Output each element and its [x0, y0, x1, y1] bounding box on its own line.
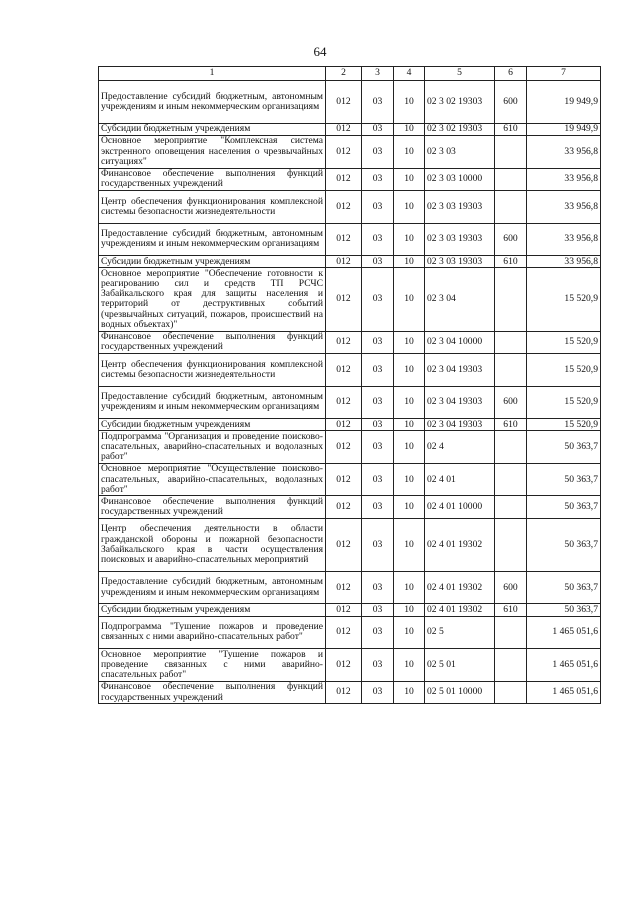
table-row: [99, 386, 601, 419]
row-name: Подпрограмма "Тушение пожаров и проведение связанных с ними аварийно-спасательных работ": [99, 616, 326, 649]
row-section: 03: [362, 190, 394, 223]
row-admin-code: 012: [326, 123, 362, 135]
table-body: [99, 81, 601, 704]
row-admin-code: 012: [326, 223, 362, 256]
row-section: 03: [362, 386, 394, 419]
row-subsection: 10: [394, 649, 425, 682]
header-row: [99, 67, 601, 81]
header-col-3: 3: [362, 67, 394, 81]
row-expense-type: 600: [495, 386, 527, 419]
row-admin-code: 012: [326, 268, 362, 331]
row-amount: 15 520,9: [527, 268, 601, 331]
row-expense-type: [495, 168, 527, 190]
header-col-5: 5: [425, 67, 495, 81]
row-admin-code: 012: [326, 518, 362, 571]
row-subsection: 10: [394, 571, 425, 604]
row-name: Финансовое обеспечение выполнения функций государственных учреждений: [99, 168, 326, 190]
row-expense-type: [495, 681, 527, 703]
row-subsection: 10: [394, 353, 425, 386]
row-amount: 33 956,8: [527, 256, 601, 268]
row-target-article: 02 5 01 10000: [425, 681, 495, 703]
table-row: [99, 331, 601, 353]
row-expense-type: [495, 616, 527, 649]
row-name: Предоставление субсидий бюджетным, автономным учреждениям и иным некоммерческим организациям: [99, 223, 326, 256]
row-admin-code: 012: [326, 419, 362, 431]
row-section: 03: [362, 649, 394, 682]
page-number: 64: [313, 44, 327, 59]
row-admin-code: 012: [326, 431, 362, 464]
row-admin-code: 012: [326, 681, 362, 703]
row-expense-type: [495, 463, 527, 496]
row-section: 03: [362, 431, 394, 464]
row-amount: 19 949,9: [527, 123, 601, 135]
row-expense-type: [495, 496, 527, 518]
row-target-article: 02 5 01: [425, 649, 495, 682]
row-subsection: 10: [394, 81, 425, 124]
row-subsection: 10: [394, 190, 425, 223]
row-section: 03: [362, 353, 394, 386]
row-admin-code: 012: [326, 256, 362, 268]
row-target-article: 02 3 04: [425, 268, 495, 331]
row-amount: 33 956,8: [527, 190, 601, 223]
row-amount: 33 956,8: [527, 223, 601, 256]
row-admin-code: 012: [326, 463, 362, 496]
row-expense-type: 600: [495, 81, 527, 124]
row-amount: 15 520,9: [527, 419, 601, 431]
table-row: [99, 496, 601, 518]
row-subsection: 10: [394, 431, 425, 464]
row-expense-type: 610: [495, 256, 527, 268]
row-expense-type: [495, 431, 527, 464]
row-amount: 50 363,7: [527, 431, 601, 464]
row-subsection: 10: [394, 168, 425, 190]
row-section: 03: [362, 123, 394, 135]
row-amount: 15 520,9: [527, 386, 601, 419]
row-amount: 50 363,7: [527, 518, 601, 571]
row-section: 03: [362, 518, 394, 571]
row-section: 03: [362, 168, 394, 190]
row-target-article: 02 3 04 10000: [425, 331, 495, 353]
row-admin-code: 012: [326, 496, 362, 518]
row-subsection: 10: [394, 616, 425, 649]
row-amount: 50 363,7: [527, 463, 601, 496]
row-subsection: 10: [394, 123, 425, 135]
budget-table: [98, 66, 601, 704]
row-subsection: 10: [394, 463, 425, 496]
row-name: Центр обеспечения функционирования комплексной системы безопасности жизнедеятельности: [99, 190, 326, 223]
row-target-article: 02 3 02 19303: [425, 123, 495, 135]
row-subsection: 10: [394, 135, 425, 168]
row-target-article: 02 4 01 19302: [425, 571, 495, 604]
table-header: [99, 67, 601, 81]
row-target-article: 02 5: [425, 616, 495, 649]
table-row: [99, 81, 601, 124]
row-subsection: 10: [394, 496, 425, 518]
table-row: [99, 431, 601, 464]
table-row: [99, 268, 601, 331]
table-row: [99, 571, 601, 604]
row-target-article: 02 3 04 19303: [425, 386, 495, 419]
row-target-article: 02 3 03 19303: [425, 190, 495, 223]
row-target-article: 02 3 03 19303: [425, 256, 495, 268]
row-admin-code: 012: [326, 386, 362, 419]
row-section: 03: [362, 571, 394, 604]
row-name: Финансовое обеспечение выполнения функций государственных учреждений: [99, 331, 326, 353]
row-target-article: 02 4: [425, 431, 495, 464]
table-row: [99, 123, 601, 135]
header-col-4: 4: [394, 67, 425, 81]
table-row: [99, 649, 601, 682]
row-target-article: 02 3 04 19303: [425, 419, 495, 431]
row-admin-code: 012: [326, 571, 362, 604]
table-row: [99, 419, 601, 431]
row-section: 03: [362, 135, 394, 168]
row-target-article: 02 3 03 10000: [425, 168, 495, 190]
row-subsection: 10: [394, 681, 425, 703]
row-amount: 1 465 051,6: [527, 649, 601, 682]
row-subsection: 10: [394, 223, 425, 256]
row-section: 03: [362, 419, 394, 431]
row-expense-type: [495, 268, 527, 331]
row-name: Предоставление субсидий бюджетным, автономным учреждениям и иным некоммерческим организациям: [99, 386, 326, 419]
row-subsection: 10: [394, 268, 425, 331]
row-name: Предоставление субсидий бюджетным, автономным учреждениям и иным некоммерческим организациям: [99, 571, 326, 604]
row-section: 03: [362, 616, 394, 649]
row-admin-code: 012: [326, 616, 362, 649]
table-row: [99, 604, 601, 616]
row-amount: 1 465 051,6: [527, 616, 601, 649]
row-amount: 33 956,8: [527, 168, 601, 190]
row-section: 03: [362, 604, 394, 616]
row-expense-type: [495, 649, 527, 682]
table-row: [99, 135, 601, 168]
row-expense-type: [495, 518, 527, 571]
row-expense-type: 610: [495, 604, 527, 616]
row-amount: 50 363,7: [527, 604, 601, 616]
row-name: Основное мероприятие "Осуществление поисково-спасательных, аварийно-спасательных, водолазных работ": [99, 463, 326, 496]
row-target-article: 02 4 01: [425, 463, 495, 496]
row-admin-code: 012: [326, 135, 362, 168]
table-row: [99, 463, 601, 496]
row-amount: 50 363,7: [527, 496, 601, 518]
row-target-article: 02 3 04 19303: [425, 353, 495, 386]
table-row: [99, 616, 601, 649]
row-expense-type: 610: [495, 419, 527, 431]
row-name: Подпрограмма "Организация и проведение поисково-спасательных, аварийно-спасательных и водолазных работ": [99, 431, 326, 464]
row-admin-code: 012: [326, 190, 362, 223]
row-target-article: 02 4 01 10000: [425, 496, 495, 518]
row-amount: 1 465 051,6: [527, 681, 601, 703]
row-expense-type: [495, 353, 527, 386]
table-row: [99, 168, 601, 190]
row-name: Основное мероприятие "Тушение пожаров и проведение связанных с ними аварийно-спасательных работ": [99, 649, 326, 682]
row-expense-type: [495, 331, 527, 353]
table-row: [99, 518, 601, 571]
row-expense-type: [495, 135, 527, 168]
row-subsection: 10: [394, 419, 425, 431]
table-row: [99, 190, 601, 223]
row-section: 03: [362, 256, 394, 268]
row-amount: 15 520,9: [527, 353, 601, 386]
row-subsection: 10: [394, 386, 425, 419]
row-name: Основное мероприятие "Обеспечение готовности к реагированию сил и средств ТП РСЧС Забайкальского края для защиты населения и территорий от деструктивных событий (чрезвычайных ситуаций, пожаров, происшествий на водных объектах)": [99, 268, 326, 331]
row-admin-code: 012: [326, 649, 362, 682]
row-section: 03: [362, 331, 394, 353]
row-name: Центр обеспечения деятельности в области гражданской обороны и пожарной безопасности Забайкальского края в части осуществления поисковых и аварийно-спасательных мероприятий: [99, 518, 326, 571]
row-name: Центр обеспечения функционирования комплексной системы безопасности жизнедеятельности: [99, 353, 326, 386]
row-section: 03: [362, 81, 394, 124]
row-admin-code: 012: [326, 604, 362, 616]
table-row: [99, 256, 601, 268]
row-subsection: 10: [394, 256, 425, 268]
row-section: 03: [362, 496, 394, 518]
row-section: 03: [362, 681, 394, 703]
row-name: Субсидии бюджетным учреждениям: [99, 419, 326, 431]
row-admin-code: 012: [326, 81, 362, 124]
row-name: Финансовое обеспечение выполнения функций государственных учреждений: [99, 681, 326, 703]
table-row: [99, 681, 601, 703]
row-expense-type: 610: [495, 123, 527, 135]
row-name: Субсидии бюджетным учреждениям: [99, 256, 326, 268]
row-subsection: 10: [394, 331, 425, 353]
row-section: 03: [362, 223, 394, 256]
row-name: Предоставление субсидий бюджетным, автономным учреждениям и иным некоммерческим организациям: [99, 81, 326, 124]
row-expense-type: 600: [495, 223, 527, 256]
row-target-article: 02 4 01 19302: [425, 604, 495, 616]
row-amount: 19 949,9: [527, 81, 601, 124]
row-section: 03: [362, 268, 394, 331]
header-col-1: 1: [99, 67, 326, 81]
table-row: [99, 353, 601, 386]
row-name: Основное мероприятие "Комплексная система экстренного оповещения населения о чрезвычайных ситуациях": [99, 135, 326, 168]
row-name: Субсидии бюджетным учреждениям: [99, 123, 326, 135]
row-admin-code: 012: [326, 331, 362, 353]
row-admin-code: 012: [326, 168, 362, 190]
row-subsection: 10: [394, 518, 425, 571]
row-expense-type: [495, 190, 527, 223]
row-amount: 15 520,9: [527, 331, 601, 353]
header-col-7: 7: [527, 67, 601, 81]
table-row: [99, 223, 601, 256]
row-name: Финансовое обеспечение выполнения функций государственных учреждений: [99, 496, 326, 518]
row-expense-type: 600: [495, 571, 527, 604]
row-subsection: 10: [394, 604, 425, 616]
row-section: 03: [362, 463, 394, 496]
row-name: Субсидии бюджетным учреждениям: [99, 604, 326, 616]
row-target-article: 02 3 03 19303: [425, 223, 495, 256]
row-target-article: 02 3 03: [425, 135, 495, 168]
header-col-2: 2: [326, 67, 362, 81]
row-amount: 50 363,7: [527, 571, 601, 604]
header-col-6: 6: [495, 67, 527, 81]
row-target-article: 02 3 02 19303: [425, 81, 495, 124]
row-amount: 33 956,8: [527, 135, 601, 168]
row-admin-code: 012: [326, 353, 362, 386]
row-target-article: 02 4 01 19302: [425, 518, 495, 571]
